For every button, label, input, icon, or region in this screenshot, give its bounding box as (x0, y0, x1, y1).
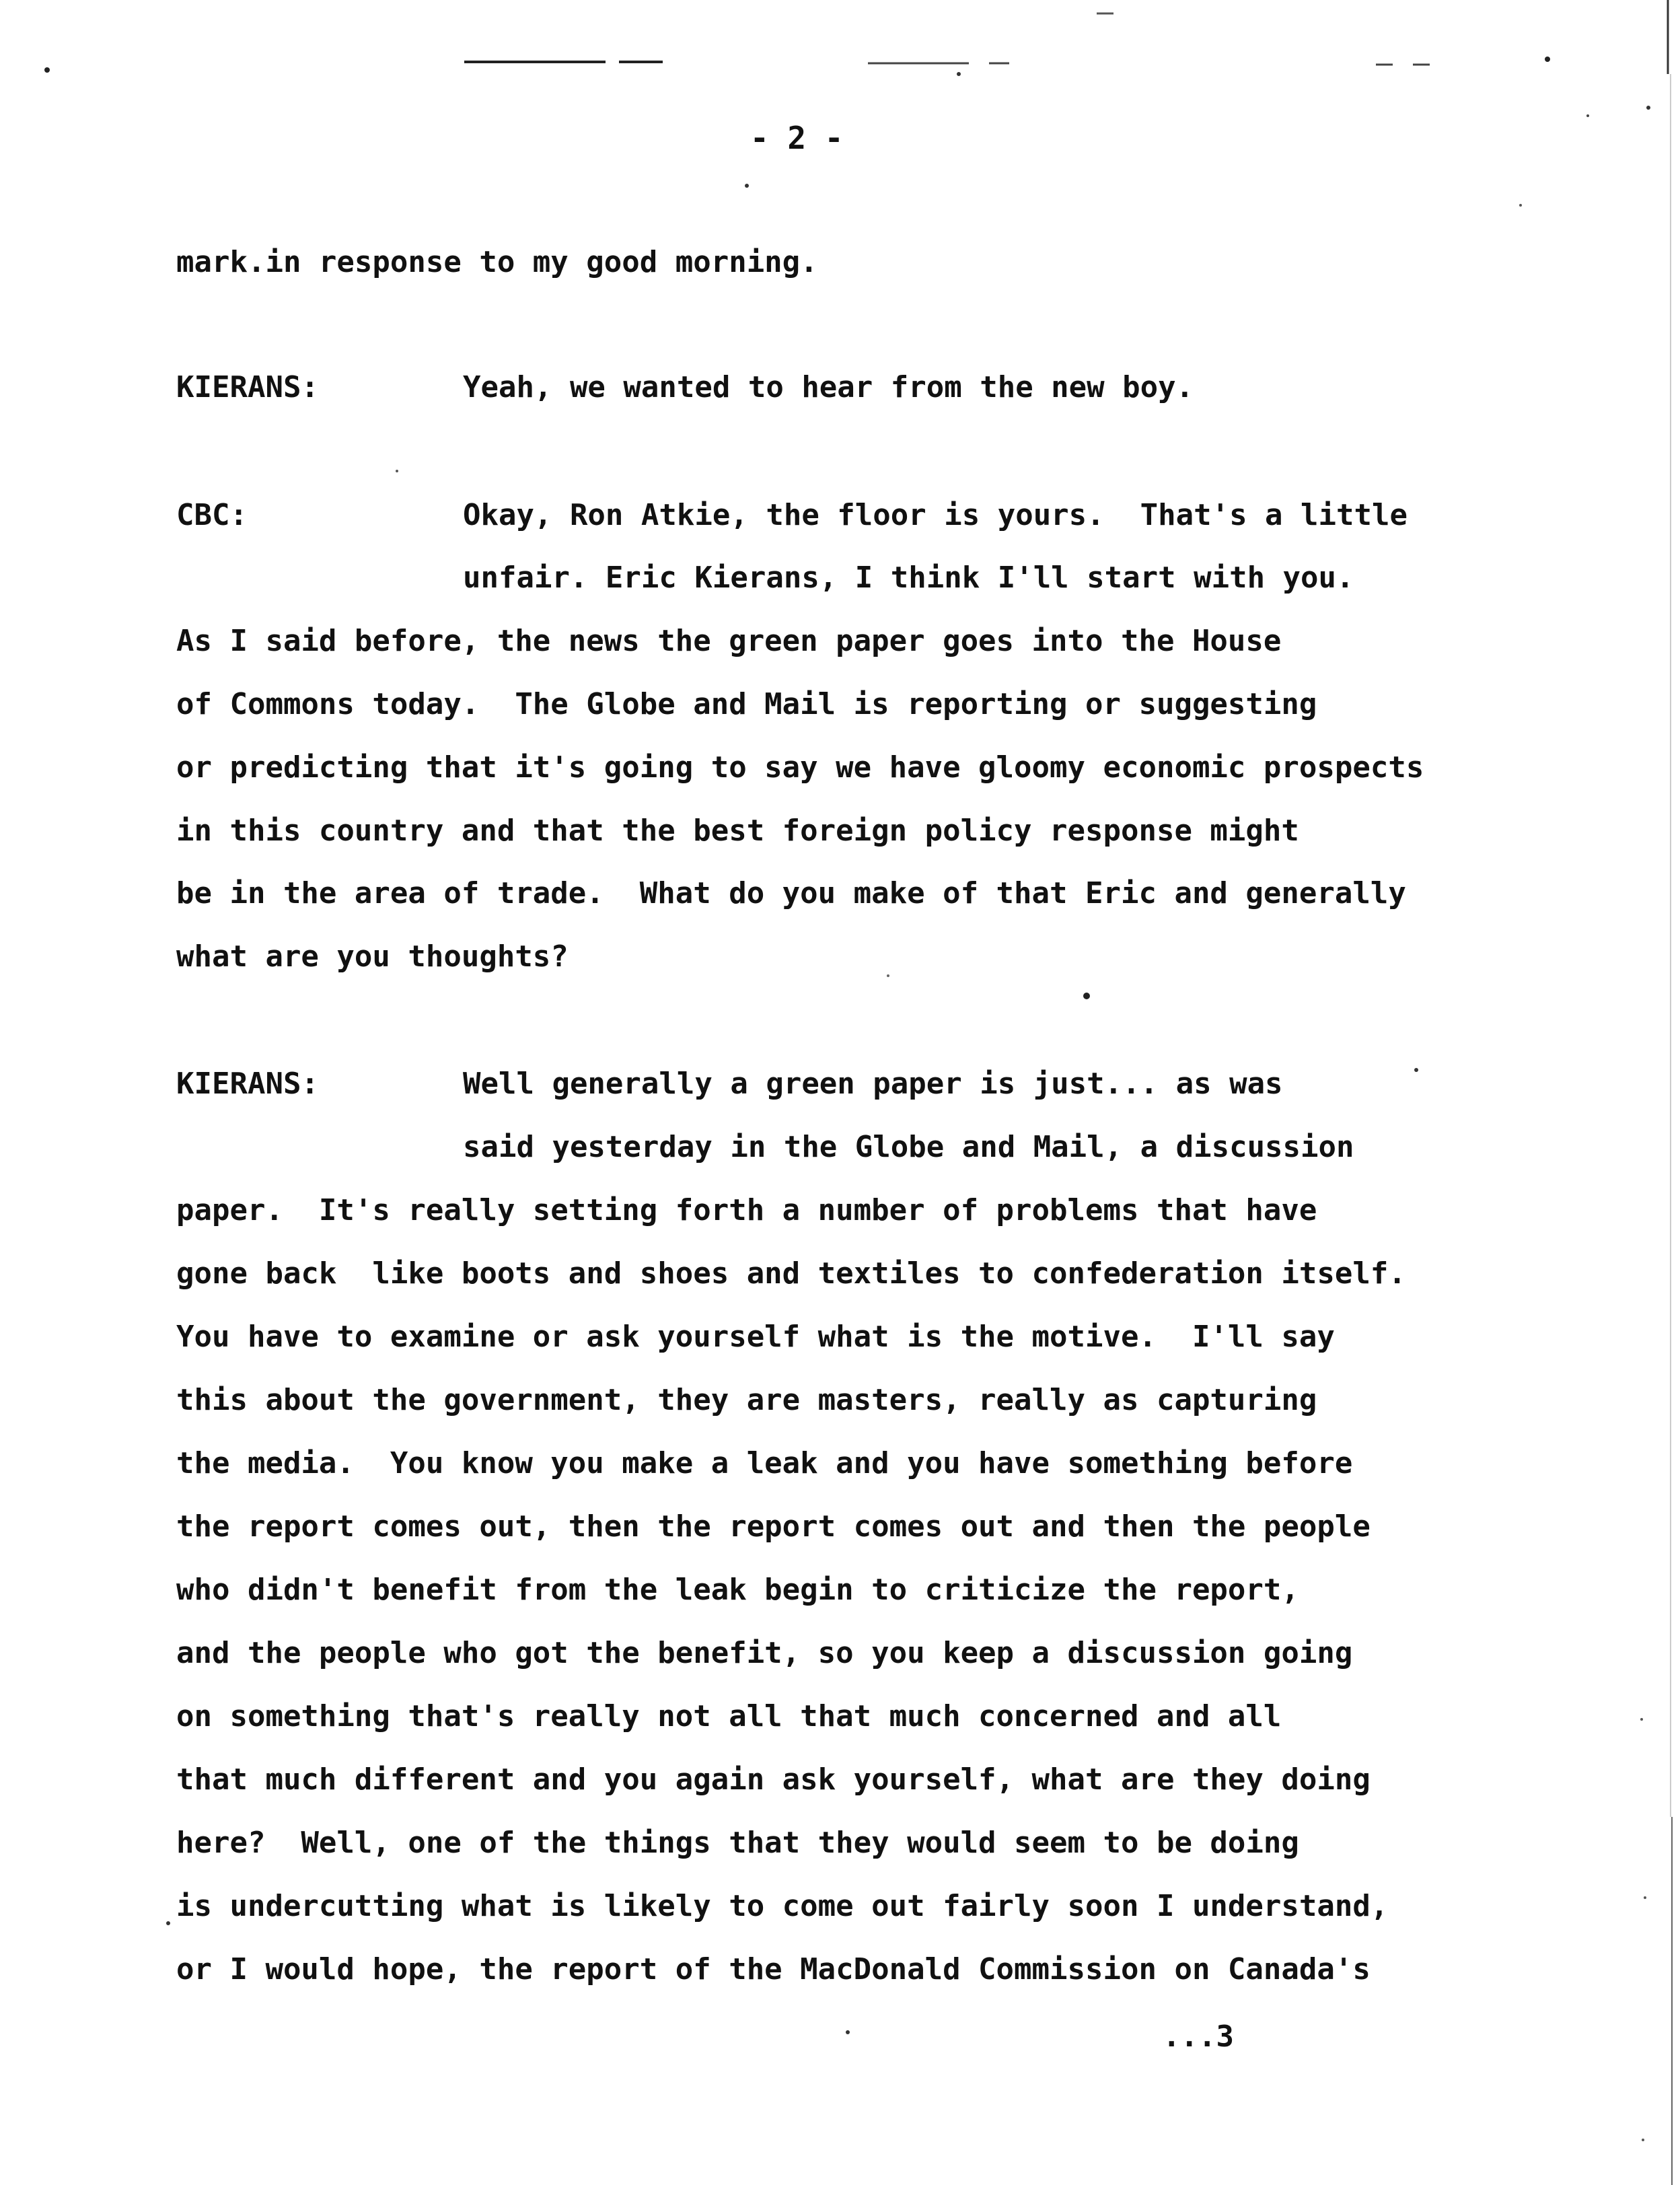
text-line: be in the area of trade. What do you make of that Eric and generally (176, 876, 1406, 910)
text-line: here? Well, one of the things that they would seem to be doing (176, 1826, 1299, 1860)
text-line: or I would hope, the report of the MacDonald Commission on Canada's (176, 1952, 1371, 1986)
text-line: what are you thoughts? (176, 939, 569, 974)
text-line: in this country and that the best foreign policy response might (176, 814, 1299, 848)
speaker-label: CBC: (176, 498, 248, 532)
continuation-marker: ...3 (1163, 2019, 1234, 2054)
text-line: gone back like boots and shoes and textiles to confederation itself. (176, 1256, 1406, 1291)
text-line: Yeah, we wanted to hear from the new boy. (463, 370, 1194, 404)
text-line: or predicting that it's going to say we have gloomy economic prospects (176, 750, 1424, 785)
page-number: - 2 - (750, 120, 844, 156)
text-line: Okay, Ron Atkie, the floor is yours. That's a little (463, 498, 1408, 532)
text-line: mark.in response to my good morning. (176, 245, 818, 279)
text-line: of Commons today. The Globe and Mail is reporting or suggesting (176, 687, 1317, 721)
text-line: who didn't benefit from the leak begin to criticize the report, (176, 1573, 1299, 1607)
text-line: the media. You know you make a leak and you have something before (176, 1446, 1353, 1480)
speaker-label: KIERANS: (176, 370, 319, 404)
text-line: As I said before, the news the green paper goes into the House (176, 624, 1282, 658)
speaker-label: KIERANS: (176, 1067, 319, 1101)
text-line: unfair. Eric Kierans, I think I'll start with you. (463, 561, 1354, 595)
text-line: and the people who got the benefit, so you keep a discussion going (176, 1636, 1353, 1670)
text-line: the report comes out, then the report comes out and then the people (176, 1509, 1371, 1544)
text-line: is undercutting what is likely to come out fairly soon I understand, (176, 1889, 1389, 1923)
text-line: on something that's really not all that much concerned and all (176, 1699, 1282, 1733)
text-line: this about the government, they are masters, really as capturing (176, 1383, 1317, 1417)
text-line: paper. It's really setting forth a number of problems that have (176, 1193, 1317, 1227)
text-line: Well generally a green paper is just... as was (463, 1067, 1283, 1101)
text-line: You have to examine or ask yourself what is the motive. I'll say (176, 1320, 1335, 1354)
scan-edge (1653, 0, 1680, 2185)
text-line: said yesterday in the Globe and Mail, a discussion (463, 1130, 1354, 1164)
text-line: that much different and you again ask yourself, what are they doing (176, 1762, 1371, 1797)
